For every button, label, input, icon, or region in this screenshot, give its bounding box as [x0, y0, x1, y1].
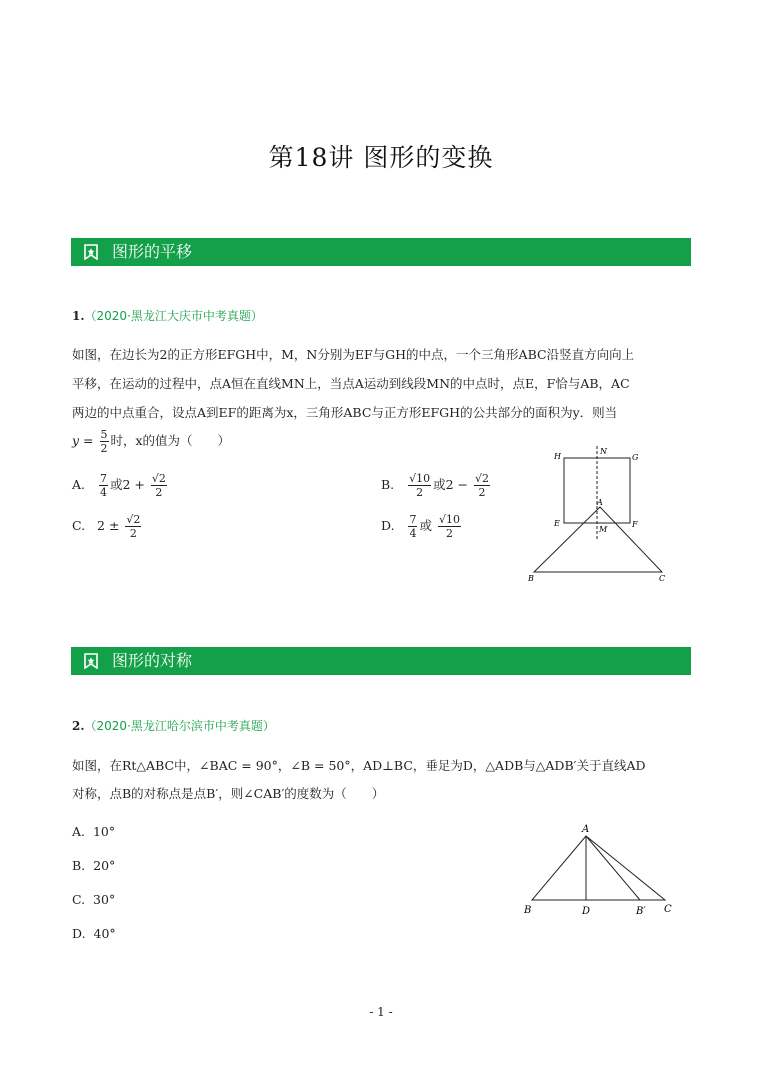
section-title: 图形的对称 — [112, 651, 193, 670]
label-d: D — [582, 906, 591, 917]
question-source: （2020·黑龙江大庆市中考真题） — [84, 309, 263, 323]
label-c: C — [664, 904, 672, 915]
label-b-prime: B′ — [636, 906, 646, 917]
section-header-symmetry — [71, 647, 691, 675]
fraction: $\frac{5}{2}$ — [100, 428, 108, 455]
label-g: G — [632, 453, 639, 462]
question-text-line: 平移，在运动的过程中，点A恒在直线MN上，当点A运动到线段MN的中点时，点E，F恰与AB，AC — [72, 376, 630, 391]
segment-ab-prime — [586, 836, 640, 900]
question-source: （2020·黑龙江哈尔滨市中考真题） — [84, 719, 275, 733]
page-title: 第18讲 图形的变换 — [268, 143, 494, 172]
option-c[interactable]: C. 30° — [72, 892, 116, 907]
label-m: M — [599, 525, 608, 534]
triangle-abc — [534, 507, 662, 572]
label-a: A — [597, 498, 603, 507]
question-text-line: 如图，在Rt△ABC中，∠BAC = 90°，∠B = 50°，AD⊥BC，垂足为D，△ADB与△ADB′关于直线AD — [72, 758, 646, 773]
label-b: B — [524, 905, 532, 916]
section-header-translation — [71, 238, 691, 266]
square-triangle-figure — [520, 440, 680, 590]
label-a: A — [582, 824, 590, 835]
option-d[interactable]: D. $\frac{7}{4}$ 或 $\frac{√10}{2}$ — [381, 513, 460, 540]
question-text-line: 两边的中点重合，设点A到EF的距离为x，三角形ABC与正方形EFGH的公共部分的面积为y．则当 — [72, 405, 618, 420]
option-a[interactable]: A. 10° — [72, 824, 116, 839]
option-b[interactable]: B. 20° — [72, 858, 116, 873]
label-n: N — [600, 447, 607, 456]
triangle-abc — [532, 836, 665, 900]
question-text-line: 对称，点B的对称点是点B′，则∠CAB′的度数为（ ） — [72, 786, 385, 801]
option-d[interactable]: D. 40° — [72, 926, 116, 941]
bookmark-star-icon — [83, 244, 99, 260]
question-text-line: y = $\frac{5}{2}$ 时，x的值为（ ） — [72, 428, 231, 455]
question-header: 1.（2020·黑龙江大庆市中考真题） — [72, 309, 263, 323]
label-c: C — [659, 574, 666, 583]
option-c[interactable]: C. 2 ± $\frac{√2}{2}$ — [72, 513, 141, 540]
bookmark-star-icon — [83, 653, 99, 669]
question-text-line: 如图，在边长为2的正方形EFGH中，M，N分别为EF与GH的中点，一个三角形ABC沿竖直方向向上 — [72, 347, 635, 362]
label-f: F — [632, 520, 638, 529]
label-b: B — [528, 574, 534, 583]
option-a[interactable]: A. $\frac{7}{4}$ 或2 + $\frac{√2}{2}$ — [72, 472, 166, 499]
option-b[interactable]: B. $\frac{√10}{2}$ 或2 − $\frac{√2}{2}$ — [381, 472, 490, 499]
question-header: 2.（2020·黑龙江哈尔滨市中考真题） — [72, 719, 275, 733]
label-e: E — [554, 519, 560, 528]
right-triangle-figure — [518, 818, 688, 918]
section-title: 图形的平移 — [112, 242, 193, 261]
page-number: - 1 - — [369, 1005, 393, 1019]
label-h: H — [554, 452, 561, 461]
